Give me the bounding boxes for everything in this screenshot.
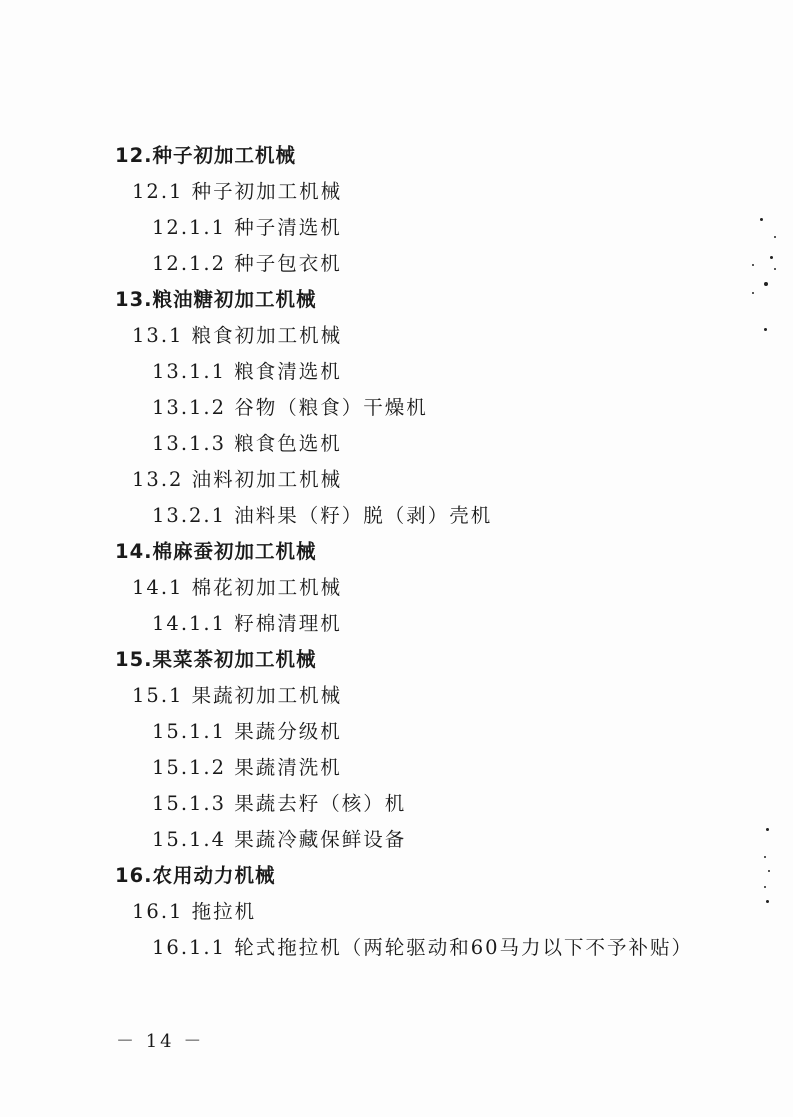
category-heading-12: 12.种子初加工机械 xyxy=(115,144,297,167)
item-13-2-1: 13.2.1 油料果（籽）脱（剥）壳机 xyxy=(152,504,493,527)
item-15-1-3: 15.1.3 果蔬去籽（核）机 xyxy=(152,792,407,815)
item-12-1-2: 12.1.2 种子包衣机 xyxy=(152,252,342,275)
item-14-1-1: 14.1.1 籽棉清理机 xyxy=(152,612,342,635)
category-heading-16: 16.农用动力机械 xyxy=(115,864,276,887)
subcategory-13-2: 13.2 油料初加工机械 xyxy=(132,468,343,491)
item-13-1-1: 13.1.1 粮食清选机 xyxy=(152,360,342,383)
subcategory-16-1: 16.1 拖拉机 xyxy=(132,900,257,923)
page-number: － 14 － xyxy=(116,1031,205,1052)
item-12-1-1: 12.1.1 种子清选机 xyxy=(152,216,342,239)
subcategory-15-1: 15.1 果蔬初加工机械 xyxy=(132,684,343,707)
item-13-1-2: 13.1.2 谷物（粮食）干燥机 xyxy=(152,396,428,419)
item-16-1-1: 16.1.1 轮式拖拉机（两轮驱动和60马力以下不予补贴） xyxy=(152,936,694,959)
subcategory-13-1: 13.1 粮食初加工机械 xyxy=(132,324,343,347)
item-15-1-2: 15.1.2 果蔬清洗机 xyxy=(152,756,342,779)
item-15-1-4: 15.1.4 果蔬冷藏保鲜设备 xyxy=(152,828,407,851)
subcategory-12-1: 12.1 种子初加工机械 xyxy=(132,180,343,203)
category-heading-13: 13.粮油糖初加工机械 xyxy=(115,288,317,311)
item-15-1-1: 15.1.1 果蔬分级机 xyxy=(152,720,342,743)
category-heading-15: 15.果菜茶初加工机械 xyxy=(115,648,317,671)
category-heading-14: 14.棉麻蚕初加工机械 xyxy=(115,540,317,563)
subcategory-14-1: 14.1 棉花初加工机械 xyxy=(132,576,343,599)
item-13-1-3: 13.1.3 粮食色选机 xyxy=(152,432,342,455)
